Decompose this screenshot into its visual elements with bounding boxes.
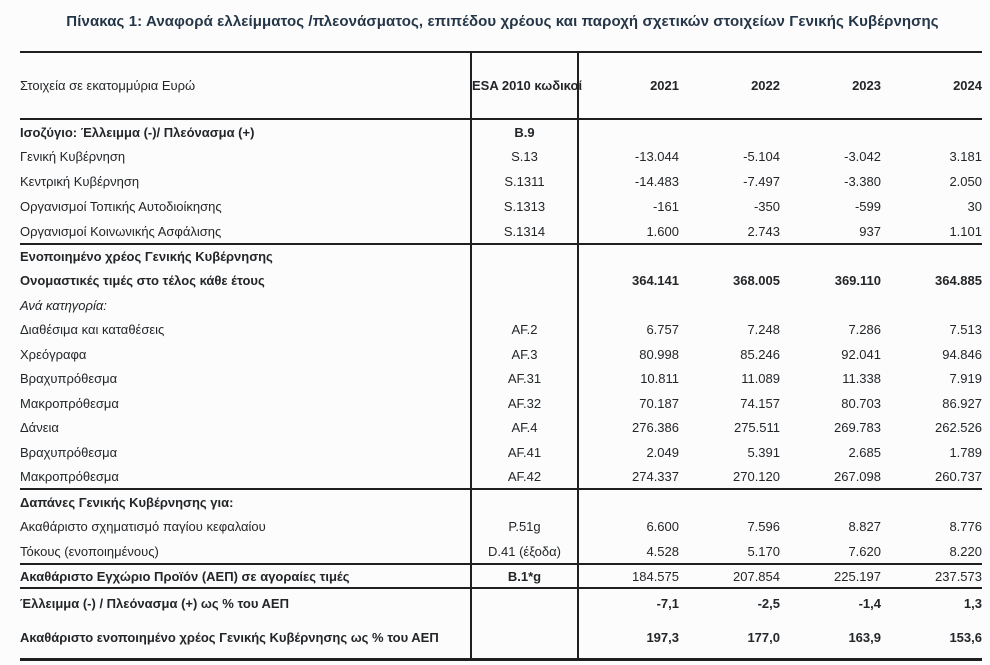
value-2023: 7.620 [848,543,881,559]
value-2023: 269.783 [834,420,881,436]
value-2024: 7.513 [949,322,982,338]
value-2023 [780,244,881,269]
table-row [20,564,982,588]
value-2024: 262.526 [935,420,982,436]
value-2023: -1,4 [780,588,881,618]
row-label: Ισοζύγιο: Έλλειμμα (-)/ Πλεόνασμα (+) [20,124,255,140]
value-2022: 74.157 [740,395,780,411]
row-label: Δάνεια [20,420,59,436]
row-label: Κεντρική Κυβέρνηση [20,174,140,189]
value-2023: 80.703 [841,395,881,411]
row-label: Τόκους (ενοποιημένους) [20,543,159,559]
value-2021: 274.337 [632,468,679,484]
esa-code: P.51g [471,514,578,539]
value-2024: 260.737 [935,468,982,484]
value-2023 [780,119,881,144]
value-2023: -599 [854,199,881,214]
units-label: Στοιχεία σε εκατομμύρια Ευρώ [20,78,196,93]
deficit-debt-table [20,51,982,661]
value-2023: 225.197 [780,564,881,588]
value-2024: 94.846 [942,346,982,362]
value-2021: 364.141 [632,273,679,289]
esa-code [471,588,578,618]
esa-code: AF.32 [471,391,578,416]
table-body [20,119,982,659]
esa-code: D.41 (έξοδα) [471,539,578,564]
value-2022: 2.743 [747,223,780,239]
table-row [20,440,982,465]
value-2021: 197,3 [646,630,679,646]
esa-code: S.13 [471,144,578,169]
table-row [20,618,982,659]
value-2023: 8.827 [848,519,881,534]
table-row [20,342,982,367]
esa-code [471,293,578,318]
table-header [20,52,982,119]
value-2024 [881,293,982,318]
value-2021: 70.187 [639,395,679,411]
esa-code [471,269,578,294]
value-2024: 30 [967,199,982,214]
value-2024 [881,244,982,269]
value-2022: -350 [753,199,780,214]
row-label: Ακαθάριστο ενοποιημένο χρέος Γενικής Κυβέρνησης ως % του ΑΕΠ [20,630,439,646]
row-label: Μακροπρόθεσμα [20,395,119,411]
esa-code: AF.2 [471,318,578,343]
value-2021: 184.575 [578,564,679,588]
value-2022 [679,489,780,514]
esa-code: S.1314 [471,219,578,244]
year-header-2024: 2024 [953,78,982,93]
esa-code: B.1*g [471,564,578,588]
row-label: Γενική Κυβέρνηση [20,149,126,164]
table-row [20,269,982,294]
value-2021: 6.757 [646,322,679,338]
value-2023: 2.685 [848,444,881,460]
esa-code: AF.4 [471,416,578,441]
table-row [20,244,982,269]
value-2021 [578,489,679,514]
esa-code: AF.3 [471,342,578,367]
value-2024: 153,6 [949,630,982,646]
table-row [20,194,982,219]
table-row [20,416,982,441]
value-2022: 207.854 [679,564,780,588]
value-2021: 1.600 [646,223,679,239]
table-row [20,514,982,539]
value-2021: -14.483 [634,174,679,189]
esa-code: S.1313 [471,194,578,219]
row-label: Ακαθάριστο σχηματισμό παγίου κεφαλαίου [20,519,266,534]
value-2024: 8.776 [949,519,982,534]
value-2023: 267.098 [834,468,881,484]
value-2021: -161 [652,199,679,214]
value-2022: 11.089 [741,371,780,387]
esa-code: S.1311 [471,169,578,194]
value-2023: -3.042 [844,149,881,164]
value-2024: 86.927 [942,395,982,411]
esa-code: B.9 [471,119,578,144]
row-label: Βραχυπρόθεσμα [20,444,118,460]
value-2022: 5.391 [747,444,780,460]
esa-code: AF.31 [471,367,578,392]
value-2024: 1.101 [949,223,982,239]
value-2021: 2.049 [646,444,679,460]
value-2021: 80.998 [639,346,679,362]
value-2024 [881,489,982,514]
value-2024: 1,3 [881,588,982,618]
esa-code-column-header: ESA 2010 κωδικοί [471,52,578,119]
esa-code [471,618,578,659]
value-2021: 10.811 [640,371,679,387]
table-row [20,144,982,169]
row-label: Διαθέσιμα και καταθέσεις [20,322,165,338]
value-2021: 6.600 [646,519,679,534]
table-row [20,318,982,343]
table-row [20,539,982,564]
table-row [20,367,982,392]
value-2023: 937 [859,223,881,239]
row-label: Βραχυπρόθεσμα [20,371,118,387]
table-row [20,219,982,244]
value-2021: 4.528 [646,543,679,559]
value-2023: 11.338 [842,371,881,387]
row-label: Ονομαστικές τιμές στο τέλος κάθε έτους [20,273,265,289]
table-row [20,293,982,318]
value-2023: 92.041 [841,346,881,362]
esa-code [471,489,578,514]
row-label: Δαπάνες Γενικής Κυβέρνησης για: [20,489,471,514]
header-row [20,52,982,119]
esa-code: AF.42 [471,465,578,490]
table-row [20,489,982,514]
value-2022: 270.120 [733,468,780,484]
value-2021: -13.044 [634,149,679,164]
value-2022: 85.246 [740,346,780,362]
value-2023: 163,9 [848,630,881,646]
row-label: Έλλειμμα (-) / Πλεόνασμα (+) ως % του ΑΕΠ [20,588,471,618]
value-2022 [679,244,780,269]
value-2023: -3.380 [844,174,881,189]
year-header-2023: 2023 [852,78,881,93]
value-2023: 369.110 [834,273,881,289]
table-row [20,119,982,144]
value-2024 [881,119,982,144]
value-2021: 276.386 [632,420,679,436]
esa-code: AF.41 [471,440,578,465]
value-2021 [578,293,679,318]
value-2024: 237.573 [881,564,982,588]
row-label: Ενοποιημένο χρέος Γενικής Κυβέρνησης [20,244,471,269]
value-2022: -7.497 [743,174,780,189]
value-2023 [780,489,881,514]
value-2024: 8.220 [949,543,982,559]
value-2021 [578,244,679,269]
value-2024: 3.181 [949,149,982,164]
value-2022: 177,0 [747,630,780,646]
value-2024: 2.050 [949,174,982,189]
value-2022: 7.248 [747,322,780,338]
value-2021 [578,119,679,144]
value-2023: 7.286 [848,322,881,338]
value-2024: 7.919 [949,371,982,387]
year-header-2022: 2022 [751,78,780,93]
row-label: Ανά κατηγορία: [20,297,107,313]
value-2023 [780,293,881,318]
value-2022 [679,119,780,144]
value-2022: -5.104 [743,149,780,164]
row-label: Οργανισμοί Τοπικής Αυτοδιοίκησης [20,199,222,214]
table-row [20,465,982,490]
year-header-2021: 2021 [650,78,679,93]
table-row [20,391,982,416]
table-title: Πίνακας 1: Αναφορά ελλείμματος /πλεονάσματος, επιπέδου χρέους και παροχή σχετικών στοιχείων Γενικής Κυβέρνησης [66,13,939,30]
value-2022: 7.596 [747,519,780,534]
value-2022 [679,293,780,318]
value-2022: 275.511 [733,420,780,436]
row-label: Ακαθάριστο Εγχώριο Προϊόν (ΑΕΠ) σε αγοραίες τιμές [20,564,471,588]
value-2021: -7,1 [578,588,679,618]
row-label: Οργανισμοί Κοινωνικής Ασφάλισης [20,223,222,239]
row-label: Μακροπρόθεσμα [20,468,119,484]
esa-code [471,244,578,269]
row-label: Χρεόγραφα [20,346,87,362]
table-row [20,588,982,618]
value-2024: 1.789 [949,444,982,460]
value-2022: 5.170 [747,543,780,559]
table-row [20,169,982,194]
value-2022: -2,5 [679,588,780,618]
value-2022: 368.005 [733,273,780,289]
value-2024: 364.885 [935,273,982,289]
